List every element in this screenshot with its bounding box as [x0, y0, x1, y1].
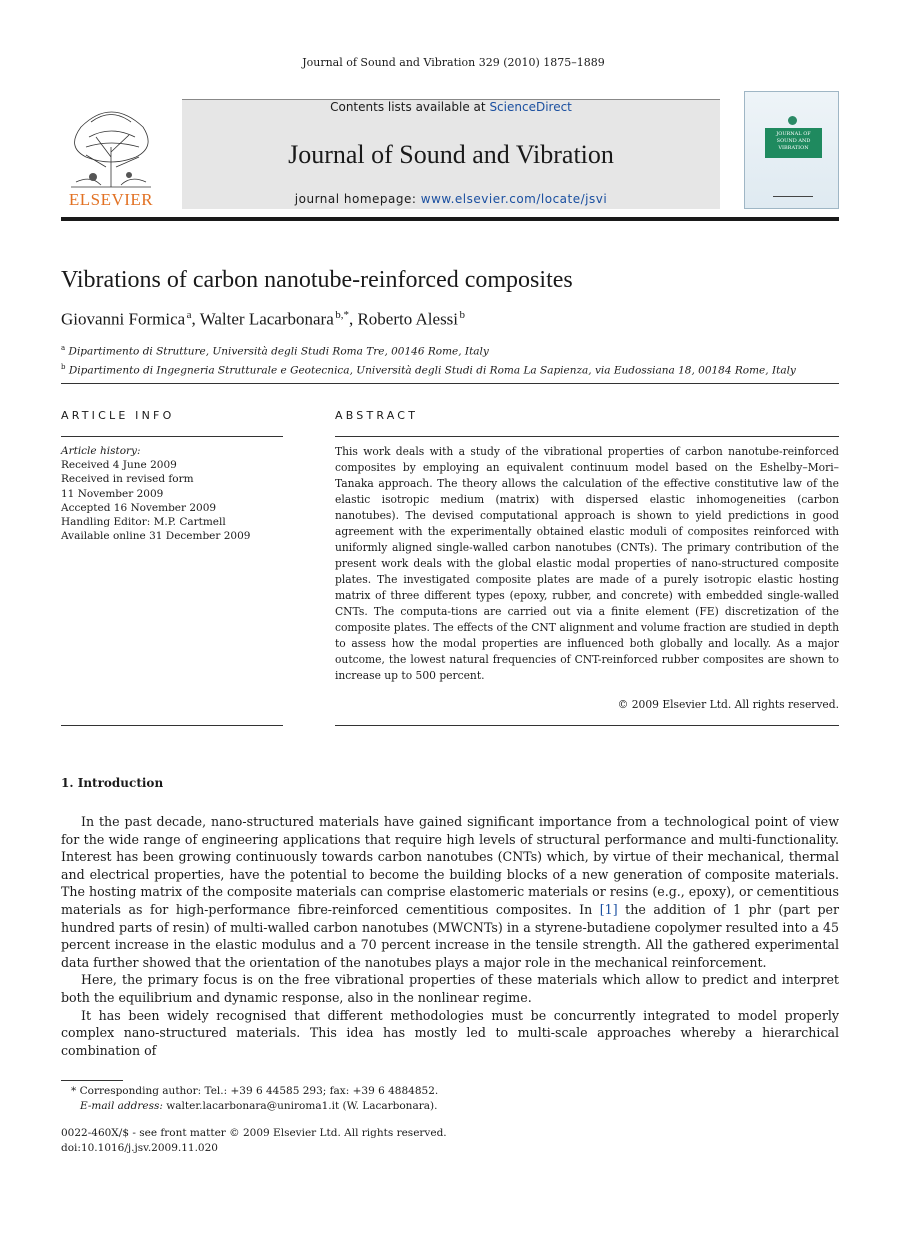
doi-line[interactable]: doi:10.1016/j.jsv.2009.11.020: [61, 1142, 218, 1154]
footnotes: [61, 1084, 438, 1114]
issn-line: 0022-460X/$ - see front matter © 2009 Elsevier Ltd. All rights reserved.: [61, 1127, 447, 1139]
citation-link[interactable]: [1]: [599, 901, 618, 917]
journal-title: Journal of Sound and Vibration: [288, 140, 614, 169]
affiliation-text: Dipartimento di Ingegneria Strutturale e Geotecnica, Università degli Studi di Roma La Sapienza, via Eudossiana 18, 00184 Rome, Italy: [68, 364, 796, 376]
history-item: Accepted 16 November 2009: [61, 501, 217, 514]
abstract-heading: ABSTRACT: [335, 409, 419, 422]
homepage-line: [182, 192, 720, 206]
abstract-text: This work deals with a study of the vibrational properties of carbon nanotube-reinforced composites by employing an equivalent continuum model based on the Eshelby–Mori–Tanaka approach. The theory allows the calculation of the effective constitutive law of the elastic isotropic medium (matrix) with dispersed elastic inhomogeneities (carbon nanotubes). The devised computational approach is shown to yield predictions in good agreement with the experimentally obtained elastic moduli of composites reinforced with uniformly aligned single-walled carbon nanotubes (CNTs). The primary contribution of the present work deals with the global elastic modal properties of nano-structured composite plates. The investigated composite plates are made of a purely isotropic elastic hosting matrix of three different types (epoxy, rubber, and concrete) with embedded single-walled CNTs. The computa-tions are carried out via a finite element (FE) discretization of the composite plates. The effects of the CNT alignment and volume fraction are studied in depth to assess how the modal properties are influenced both globally and locally. As a major outcome, the lowest natural frequencies of CNT-reinforced rubber composites are shown to increase up to 500 percent.: [335, 445, 839, 682]
cover-title-line: JOURNAL OF: [776, 131, 811, 137]
paragraph: It has been widely recognised that different methodologies must be concurrently integrated to model properly complex nano-structured materials. This idea has mostly led to multi-scale approaches whereby a hierarchical combination of: [61, 1007, 839, 1058]
divider: [61, 436, 283, 437]
homepage-link[interactable]: www.elsevier.com/locate/jsvi: [420, 192, 608, 206]
divider: [61, 725, 283, 726]
history-label: Article history:: [61, 445, 141, 457]
email-note: [71, 1099, 438, 1114]
history-item: Received 4 June 2009: [61, 459, 177, 472]
article-history: [61, 444, 283, 543]
introduction-body: [61, 813, 839, 1059]
contents-line: [182, 100, 720, 114]
history-item: Received in revised form: [61, 473, 194, 486]
divider: [335, 725, 839, 726]
history-item: Handling Editor: M.P. Cartmell: [61, 516, 226, 529]
cover-title-line: VIBRATION: [778, 145, 809, 151]
cover-title-line: SOUND AND: [776, 138, 811, 144]
paragraph-text: In the past decade, nano-structured materials have gained significant importance from a technological point of view for the wide range of engineering applications that require high levels of structural performance and multi-functionality. Interest has been growing continuously towards carbon nanotubes (CNTs) which, by virtue of their mechanical, thermal and electrical properties, have the potential to become the building blocks of a new generation of composite materials. The hosting matrix of the composite materials can comprise elastomeric materials or resins (e.g., epoxy), or cementitious materials as for high-performance fibre-reinforced cementitious composites. In: [61, 814, 839, 917]
contents-prefix: Contents lists available at: [330, 100, 490, 114]
affiliation-item: [61, 360, 796, 379]
cover-emblem-icon: [788, 116, 797, 125]
history-item: 11 November 2009: [61, 487, 164, 500]
sciencedirect-link[interactable]: ScienceDirect: [489, 100, 572, 114]
author-name: Giovanni Formica: [61, 309, 186, 329]
affiliations: [61, 341, 796, 378]
affiliation-mark: a: [61, 344, 66, 352]
article-title: Vibrations of carbon nanotube-reinforced composites: [61, 267, 573, 293]
cover-title-block: [765, 128, 822, 158]
footnote-rule: [61, 1080, 123, 1081]
author-name: Walter Lacarbonara: [199, 309, 334, 329]
elsevier-wordmark: ELSEVIER: [68, 190, 154, 209]
paragraph: Here, the primary focus is on the free vibrational properties of these materials which allow to predict and interpret both the equilibrium and dynamic response, also in the nonlinear regime.: [61, 972, 839, 1005]
corresponding-author-note: * Corresponding author: Tel.: +39 6 44585 293; fax: +39 6 4884852.: [71, 1085, 439, 1097]
author-affiliation-mark: a: [186, 309, 192, 321]
email-label: E-mail address:: [80, 1100, 163, 1112]
author-name: Roberto Alessi: [357, 309, 459, 329]
running-head: Journal of Sound and Vibration 329 (2010) 1875–1889: [302, 56, 605, 69]
cover-footer: [773, 196, 813, 202]
journal-banner: [182, 99, 720, 209]
author-affiliation-mark: b,*: [335, 309, 349, 321]
journal-cover-thumbnail: [744, 91, 839, 209]
author-list: Giovanni Formica $^a$, Walter Lacarbonara $^{b,*}$, Roberto Alessi $^b$: [61, 309, 465, 329]
affiliation-text: Dipartimento di Strutture, Università degli Studi Roma Tre, 00146 Rome, Italy: [68, 345, 489, 358]
paragraph: [61, 813, 839, 971]
paragraph-text: the addition of 1 phr (part per hundred parts of resin) of multi-walled carbon nanotubes (MWCNTs) in a styrene-butadiene copolymer resulted into a 45 percent increase in the elastic modulus and a 70 percent increase in the tensile strength. All the gathered experimental data further showed that the orientation of the nanotubes plays a major role in the mechanical reinforcement.: [61, 901, 840, 970]
divider: [335, 436, 839, 437]
affiliation-mark: b: [61, 362, 66, 371]
email-address[interactable]: walter.lacarbonara@uniroma1.it (W. Lacarbonara).: [162, 1100, 438, 1112]
author-affiliation-mark: b: [459, 309, 465, 321]
front-matter: [61, 1126, 447, 1156]
abstract-copyright: © 2009 Elsevier Ltd. All rights reserved.: [617, 698, 839, 711]
article-info-heading: ARTICLE INFO: [61, 409, 175, 422]
section-heading: 1. Introduction: [61, 776, 164, 790]
affiliation-item: [61, 341, 796, 360]
history-item: Available online 31 December 2009: [61, 530, 251, 543]
homepage-prefix: journal homepage:: [294, 192, 421, 206]
header-rule: [61, 217, 839, 221]
divider: [61, 383, 839, 384]
